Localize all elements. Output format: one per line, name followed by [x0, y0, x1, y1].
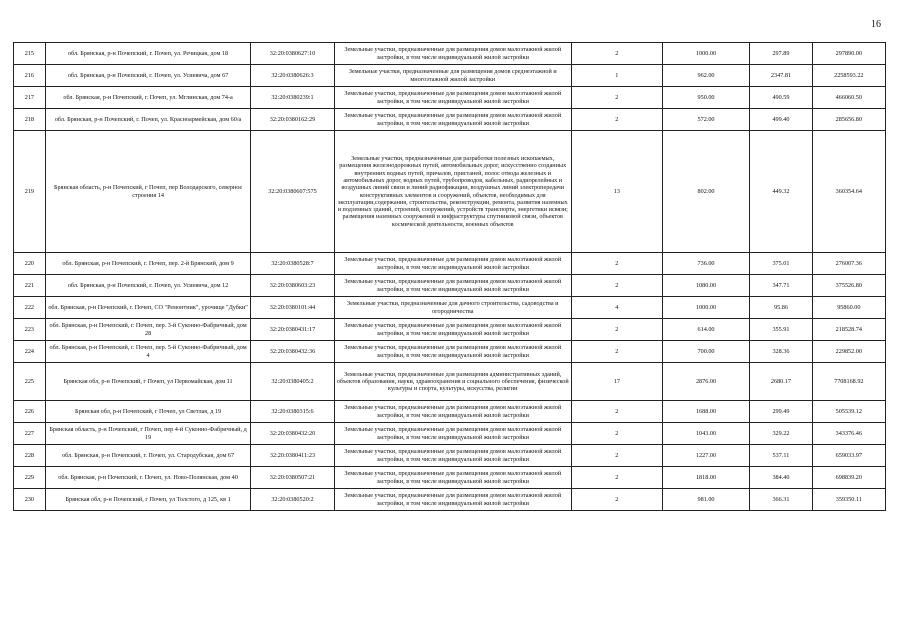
use-group-cell: 1	[571, 65, 662, 87]
cadastral-number-cell: 32:20:0380528:7	[251, 253, 334, 275]
address-cell: обл. Брянская, р-н Почепский, г. Почеп, ул. Мглинская, дом 74-а	[45, 87, 251, 109]
cadastral-value-cell: 229852.00	[812, 341, 885, 363]
use-group-cell: 17	[571, 363, 662, 401]
specific-value-cell: 449.32	[750, 131, 812, 253]
specific-value-cell: 355.91	[750, 319, 812, 341]
table-row	[14, 489, 886, 511]
land-use-cell: Земельные участки, предназначенные для размещения домов малоэтажной жилой застройки, в том числе индивидуальной жилой застройки	[334, 423, 571, 445]
row-number-cell: 230	[14, 489, 46, 511]
table-row	[14, 131, 886, 253]
land-use-cell: Земельные участки, предназначенные для размещения домов малоэтажной жилой застройки, в том числе индивидуальной жилой застройки	[334, 445, 571, 467]
cadastral-value-cell: 297890.00	[812, 43, 885, 65]
address-cell: Брянская обл, р-н Почепский, г Почеп, ул Первомайская, дом 11	[45, 363, 251, 401]
table-row	[14, 43, 886, 65]
table-row	[14, 253, 886, 275]
area-cell: 614.00	[662, 319, 750, 341]
area-cell: 572.00	[662, 109, 750, 131]
cadastral-number-cell: 32:20:0380239:1	[251, 87, 334, 109]
table-row	[14, 467, 886, 489]
area-cell: 1043.00	[662, 423, 750, 445]
address-cell: Брянская область, р-н Почепский, г Почеп, пер Володарского, северное строения 14	[45, 131, 251, 253]
address-cell: Брянская обл, р-н Почепский, г Почеп, ул Толстого, д 125, кв 1	[45, 489, 251, 511]
address-cell: обл. Брянская, р-н Почепский, г. Почеп, пер. 3-й Суконно-Фабричный, дом 28	[45, 319, 251, 341]
specific-value-cell: 95.86	[750, 297, 812, 319]
area-cell: 1688.00	[662, 401, 750, 423]
land-use-cell: Земельные участки, предназначенные для дачного строительства, садоводства и огородничества	[334, 297, 571, 319]
address-cell: обл. Брянская, р-н Почепский, г. Почеп, ул. Усиевича, дом 67	[45, 65, 251, 87]
area-cell: 1000.00	[662, 43, 750, 65]
land-use-cell: Земельные участки, предназначенные для размещения домов малоэтажной жилой застройки, в том числе индивидуальной жилой застройки	[334, 275, 571, 297]
cadastral-number-cell: 32:20:0380507:21	[251, 467, 334, 489]
use-group-cell: 4	[571, 297, 662, 319]
specific-value-cell: 375.01	[750, 253, 812, 275]
land-use-cell: Земельные участки, предназначенные для размещения домов малоэтажной жилой застройки, в том числе индивидуальной жилой застройки	[334, 43, 571, 65]
land-register-table	[13, 42, 886, 511]
cadastral-value-cell: 359350.11	[812, 489, 885, 511]
address-cell: обл. Брянская, р-н Почепский, г. Почеп, ул. Ново-Полянская, дом 40	[45, 467, 251, 489]
specific-value-cell: 366.31	[750, 489, 812, 511]
use-group-cell: 2	[571, 467, 662, 489]
row-number-cell: 215	[14, 43, 46, 65]
cadastral-value-cell: 659033.97	[812, 445, 885, 467]
cadastral-number-cell: 32:20:0380431:17	[251, 319, 334, 341]
cadastral-number-cell: 32:20:0380315:6	[251, 401, 334, 423]
specific-value-cell: 328.36	[750, 341, 812, 363]
use-group-cell: 2	[571, 423, 662, 445]
row-number-cell: 224	[14, 341, 46, 363]
table-row	[14, 109, 886, 131]
table-row	[14, 363, 886, 401]
land-use-cell: Земельные участки, предназначенные для размещения домов малоэтажной жилой застройки, в том числе индивидуальной жилой застройки	[334, 87, 571, 109]
area-cell: 981.00	[662, 489, 750, 511]
specific-value-cell: 329.22	[750, 423, 812, 445]
table-row	[14, 65, 886, 87]
land-use-cell: Земельные участки, предназначенные для размещения домов малоэтажной жилой застройки, в том числе индивидуальной жилой застройки	[334, 489, 571, 511]
specific-value-cell: 2347.81	[750, 65, 812, 87]
address-cell: обл. Брянская, р-н Почепский, г. Почеп, пер. 2-й Брянский, дом 9	[45, 253, 251, 275]
table-row	[14, 445, 886, 467]
area-cell: 736.00	[662, 253, 750, 275]
cadastral-value-cell: 698839.20	[812, 467, 885, 489]
row-number-cell: 216	[14, 65, 46, 87]
specific-value-cell: 2680.17	[750, 363, 812, 401]
row-number-cell: 220	[14, 253, 46, 275]
area-cell: 1000.00	[662, 297, 750, 319]
land-use-cell: Земельные участки, предназначенные для размещения домов малоэтажной жилой застройки, в том числе индивидуальной жилой застройки	[334, 319, 571, 341]
cadastral-number-cell: 32:20:0380607:575	[251, 131, 334, 253]
cadastral-number-cell: 32:20:0380520:2	[251, 489, 334, 511]
area-cell: 962.00	[662, 65, 750, 87]
land-use-cell: Земельные участки, предназначенные для размещения домов малоэтажной жилой застройки, в том числе индивидуальной жилой застройки	[334, 467, 571, 489]
address-cell: Брянская область, р-н Почепский, г Почеп, пер 4-й Суконно-Фабричный, д 19	[45, 423, 251, 445]
use-group-cell: 2	[571, 87, 662, 109]
cadastral-number-cell: 32:20:0380101:44	[251, 297, 334, 319]
row-number-cell: 228	[14, 445, 46, 467]
row-number-cell: 227	[14, 423, 46, 445]
land-use-cell: Земельные участки, предназначенные для размещения домов малоэтажной жилой застройки, в том числе индивидуальной жилой застройки	[334, 341, 571, 363]
cadastral-number-cell: 32:20:0380603:23	[251, 275, 334, 297]
land-use-cell: Земельные участки, предназначенные для размещения домов среднеэтажной и многоэтажной жилой застройки	[334, 65, 571, 87]
use-group-cell: 2	[571, 489, 662, 511]
table-row	[14, 87, 886, 109]
cadastral-number-cell: 32:20:0380626:3	[251, 65, 334, 87]
address-cell: обл. Брянская, р-н Почепский, г. Почеп, ул. Стародубская, дом 67	[45, 445, 251, 467]
address-cell: Брянская обл, р-н Почепский, г Почеп, ул Светлая, д 19	[45, 401, 251, 423]
table-row	[14, 319, 886, 341]
table-row	[14, 341, 886, 363]
use-group-cell: 2	[571, 341, 662, 363]
cadastral-value-cell: 343376.46	[812, 423, 885, 445]
use-group-cell: 2	[571, 319, 662, 341]
cadastral-number-cell: 32:20:0380432:20	[251, 423, 334, 445]
row-number-cell: 226	[14, 401, 46, 423]
specific-value-cell: 499.40	[750, 109, 812, 131]
use-group-cell: 13	[571, 131, 662, 253]
use-group-cell: 2	[571, 43, 662, 65]
row-number-cell: 217	[14, 87, 46, 109]
specific-value-cell: 537.11	[750, 445, 812, 467]
cadastral-value-cell: 466060.50	[812, 87, 885, 109]
table-row	[14, 297, 886, 319]
use-group-cell: 2	[571, 445, 662, 467]
land-use-cell: Земельные участки, предназначенные для размещения домов малоэтажной жилой застройки, в том числе индивидуальной жилой застройки	[334, 109, 571, 131]
specific-value-cell: 299.49	[750, 401, 812, 423]
address-cell: обл. Брянская, р-н Почепский, г. Почеп, ул. Речицкая, дом 18	[45, 43, 251, 65]
use-group-cell: 2	[571, 401, 662, 423]
address-cell: обл. Брянская, р-н Почепский, г. Почеп, ул. Усиевича, дом 12	[45, 275, 251, 297]
use-group-cell: 2	[571, 275, 662, 297]
cadastral-value-cell: 285656.80	[812, 109, 885, 131]
specific-value-cell: 297.89	[750, 43, 812, 65]
area-cell: 802.00	[662, 131, 750, 253]
row-number-cell: 218	[14, 109, 46, 131]
specific-value-cell: 490.59	[750, 87, 812, 109]
cadastral-value-cell: 95860.00	[812, 297, 885, 319]
table-row	[14, 275, 886, 297]
specific-value-cell: 347.71	[750, 275, 812, 297]
cadastral-number-cell: 32:20:0380405:2	[251, 363, 334, 401]
page-number: 16	[871, 19, 881, 30]
area-cell: 1080.00	[662, 275, 750, 297]
address-cell: обл. Брянская, р-н Почепский, г. Почеп, ул. Красноармейская, дом 60/а	[45, 109, 251, 131]
cadastral-value-cell: 276007.36	[812, 253, 885, 275]
table-row	[14, 423, 886, 445]
land-use-cell: Земельные участки, предназначенные для разработки полезных ископаемых, размещения железнодорожных путей, автомобильных дорог, искусственно созданных внутренних водных путей, причалов, пристаней, полос отвода железных и автомобильных дорог, водных путей, трубопроводов, кабельных, радиорелейных и воздушных линий связи и линий радиофикации, воздушных линий электропередачи конструктивных элементов и сооружений, объектов, необходимых для эксплуатации,содержания, строительства, реконструкции, ремонта, развития наземных и подземных зданий, строений, сооружений, устройств транспорта, энергетики исвязи; размещения наземных сооружений и инфраструктуры спутниковой связи, объектов космической деятельности, военных объектов	[334, 131, 571, 253]
specific-value-cell: 384.40	[750, 467, 812, 489]
address-cell: обл. Брянская, р-н Почепский, г. Почеп, СО "Ремонтник", урочище "Дубки"	[45, 297, 251, 319]
cadastral-value-cell: 360354.64	[812, 131, 885, 253]
area-cell: 950.00	[662, 87, 750, 109]
cadastral-value-cell: 2258593.22	[812, 65, 885, 87]
land-use-cell: Земельные участки, предназначенные для размещения домов малоэтажной жилой застройки, в том числе индивидуальной жилой застройки	[334, 401, 571, 423]
land-use-cell: Земельные участки, предназначенные для размещения домов малоэтажной жилой застройки, в том числе индивидуальной жилой застройки	[334, 253, 571, 275]
cadastral-value-cell: 218528.74	[812, 319, 885, 341]
area-cell: 1227.00	[662, 445, 750, 467]
table-row	[14, 401, 886, 423]
cadastral-number-cell: 32:20:0380432:36	[251, 341, 334, 363]
row-number-cell: 225	[14, 363, 46, 401]
row-number-cell: 221	[14, 275, 46, 297]
row-number-cell: 219	[14, 131, 46, 253]
cadastral-number-cell: 32:20:0380162:29	[251, 109, 334, 131]
area-cell: 1818.00	[662, 467, 750, 489]
area-cell: 2876.00	[662, 363, 750, 401]
cadastral-number-cell: 32:20:0380411:23	[251, 445, 334, 467]
row-number-cell: 229	[14, 467, 46, 489]
use-group-cell: 2	[571, 109, 662, 131]
cadastral-value-cell: 375526.80	[812, 275, 885, 297]
cadastral-number-cell: 32:20:0380627:10	[251, 43, 334, 65]
cadastral-value-cell: 7708168.92	[812, 363, 885, 401]
address-cell: обл. Брянская, р-н Почепский, г. Почеп, пер. 5-й Суконно-Фабричный, дом 4	[45, 341, 251, 363]
row-number-cell: 223	[14, 319, 46, 341]
area-cell: 700.00	[662, 341, 750, 363]
cadastral-value-cell: 505539.12	[812, 401, 885, 423]
use-group-cell: 2	[571, 253, 662, 275]
row-number-cell: 222	[14, 297, 46, 319]
land-use-cell: Земельные участки, предназначенные для размещения административных зданий, объектов образования, науки, здравоохранения и социального обеспечения, физической культуры и спорта, культуры, искусства, религии	[334, 363, 571, 401]
